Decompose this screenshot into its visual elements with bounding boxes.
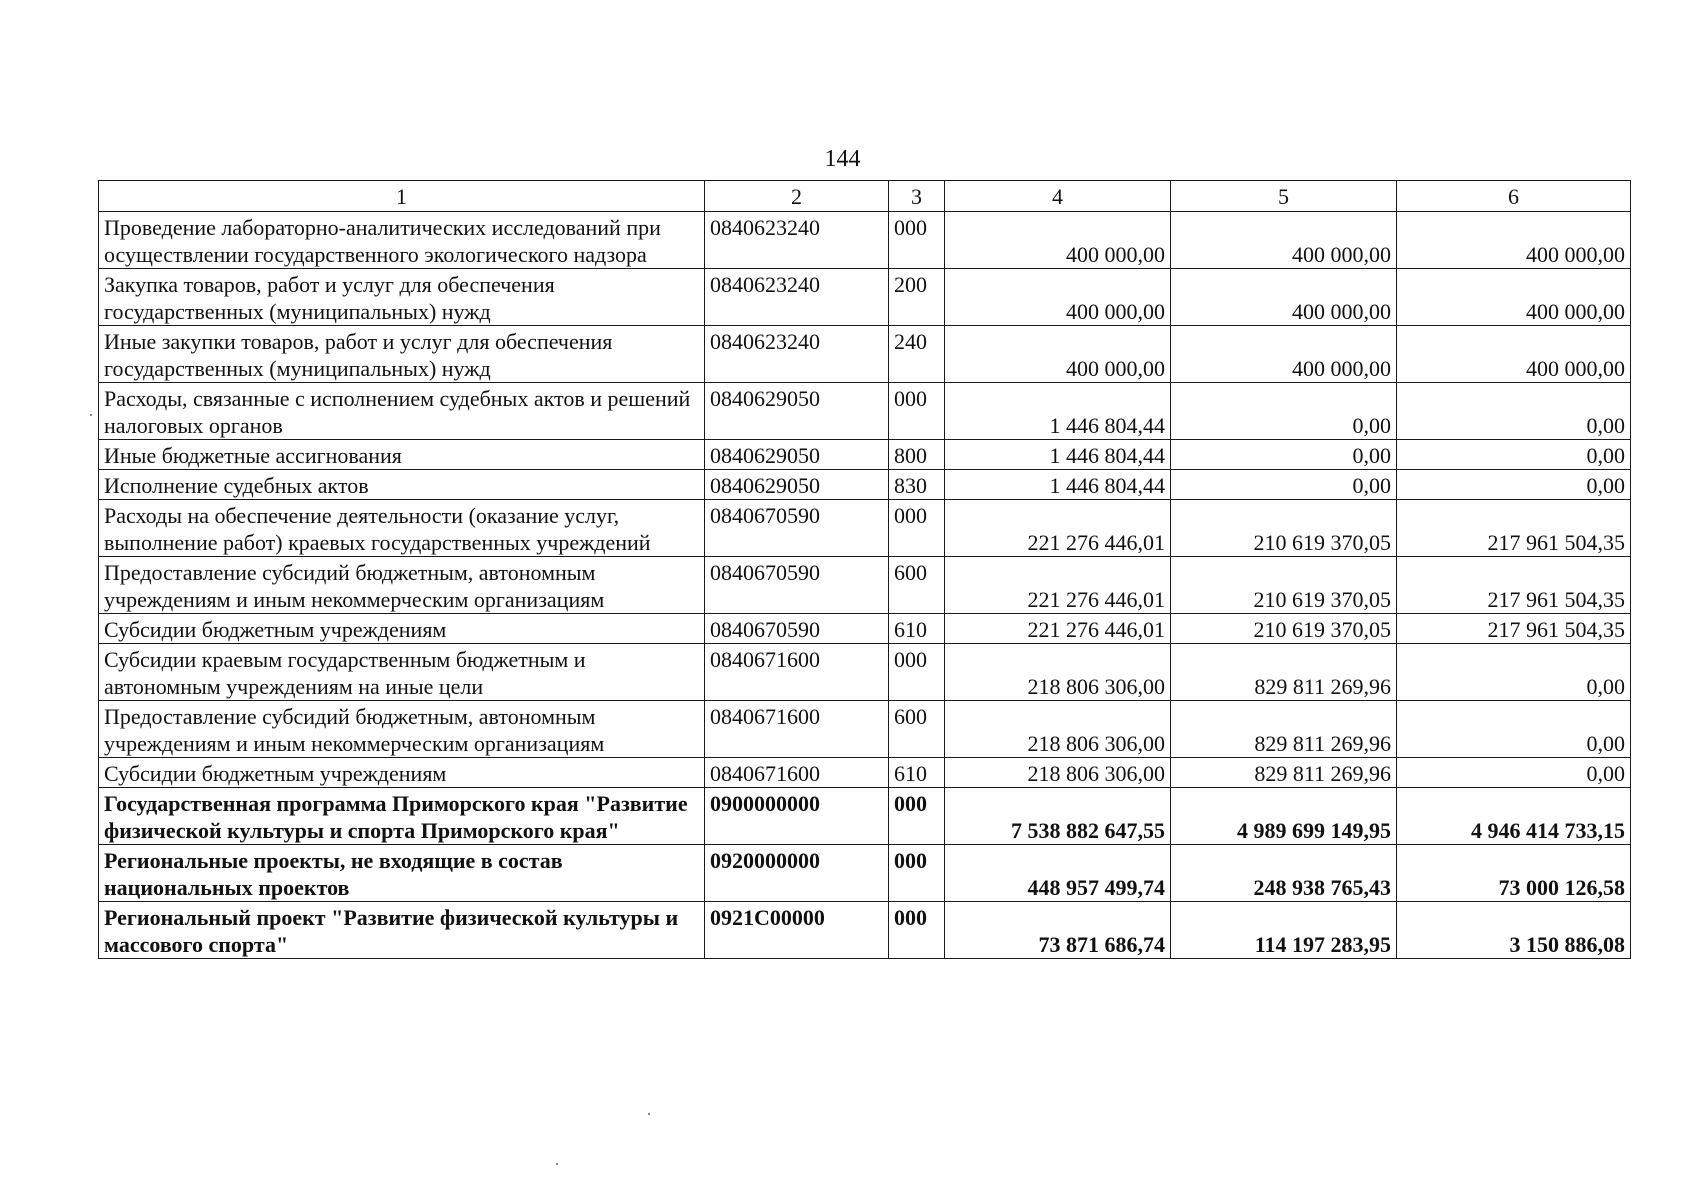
amount-col5: 210 619 370,05 xyxy=(1171,557,1397,614)
expense-type-code: 000 xyxy=(889,845,945,902)
row-name: Расходы, связанные с исполнением судебных актов и решений налоговых органов xyxy=(99,383,705,440)
amount-col5: 829 811 269,96 xyxy=(1171,644,1397,701)
table-row xyxy=(99,902,1631,959)
amount-col5: 210 619 370,05 xyxy=(1171,614,1397,644)
row-name: Субсидии краевым государственным бюджетным и автономным учреждениям на иные цели xyxy=(99,644,705,701)
expense-type-code: 000 xyxy=(889,212,945,269)
expense-type-code: 000 xyxy=(889,902,945,959)
table-row xyxy=(99,845,1631,902)
expense-type-code: 610 xyxy=(889,758,945,788)
amount-col4: 448 957 499,74 xyxy=(945,845,1171,902)
amount-col5: 0,00 xyxy=(1171,440,1397,470)
table-row xyxy=(99,701,1631,758)
target-article-code: 0921С00000 xyxy=(705,902,889,959)
amount-col4: 400 000,00 xyxy=(945,212,1171,269)
amount-col5: 400 000,00 xyxy=(1171,326,1397,383)
table-row xyxy=(99,758,1631,788)
row-name: Иные закупки товаров, работ и услуг для обеспечения государственных (муниципальных) нужд xyxy=(99,326,705,383)
target-article-code: 0840623240 xyxy=(705,269,889,326)
table-header-row xyxy=(99,181,1631,212)
expense-type-code: 600 xyxy=(889,557,945,614)
amount-col5: 114 197 283,95 xyxy=(1171,902,1397,959)
amount-col4: 221 276 446,01 xyxy=(945,557,1171,614)
table-row xyxy=(99,383,1631,440)
scan-speck xyxy=(648,1113,650,1115)
target-article-code: 0840629050 xyxy=(705,470,889,500)
table-row xyxy=(99,500,1631,557)
amount-col5: 829 811 269,96 xyxy=(1171,758,1397,788)
amount-col4: 73 871 686,74 xyxy=(945,902,1171,959)
scan-speck xyxy=(90,414,92,416)
target-article-code: 0840623240 xyxy=(705,326,889,383)
table-row xyxy=(99,326,1631,383)
table-row xyxy=(99,614,1631,644)
row-name: Субсидии бюджетным учреждениям xyxy=(99,758,705,788)
amount-col6: 0,00 xyxy=(1397,644,1631,701)
row-name: Иные бюджетные ассигнования xyxy=(99,440,705,470)
target-article-code: 0840629050 xyxy=(705,383,889,440)
table-row xyxy=(99,212,1631,269)
amount-col5: 0,00 xyxy=(1171,383,1397,440)
amount-col6: 400 000,00 xyxy=(1397,326,1631,383)
table-row xyxy=(99,788,1631,845)
amount-col6: 0,00 xyxy=(1397,383,1631,440)
table-row xyxy=(99,440,1631,470)
expense-type-code: 200 xyxy=(889,269,945,326)
row-name: Расходы на обеспечение деятельности (оказание услуг, выполнение работ) краевых государственных учреждений xyxy=(99,500,705,557)
amount-col4: 400 000,00 xyxy=(945,269,1171,326)
table-row xyxy=(99,269,1631,326)
expense-type-code: 000 xyxy=(889,644,945,701)
expense-type-code: 610 xyxy=(889,614,945,644)
amount-col4: 7 538 882 647,55 xyxy=(945,788,1171,845)
target-article-code: 0840671600 xyxy=(705,701,889,758)
row-name: Предоставление субсидий бюджетным, автономным учреждениям и иным некоммерческим организациям xyxy=(99,557,705,614)
target-article-code: 0840671600 xyxy=(705,644,889,701)
amount-col4: 1 446 804,44 xyxy=(945,383,1171,440)
amount-col4: 218 806 306,00 xyxy=(945,644,1171,701)
row-name: Закупка товаров, работ и услуг для обеспечения государственных (муниципальных) нужд xyxy=(99,269,705,326)
expense-type-code: 000 xyxy=(889,383,945,440)
target-article-code: 0840670590 xyxy=(705,557,889,614)
column-header-2: 2 xyxy=(705,181,889,212)
amount-col6: 0,00 xyxy=(1397,701,1631,758)
expense-type-code: 600 xyxy=(889,701,945,758)
amount-col4: 221 276 446,01 xyxy=(945,500,1171,557)
amount-col6: 217 961 504,35 xyxy=(1397,500,1631,557)
target-article-code: 0840670590 xyxy=(705,500,889,557)
budget-table xyxy=(98,180,1631,959)
row-name: Исполнение судебных актов xyxy=(99,470,705,500)
amount-col4: 1 446 804,44 xyxy=(945,440,1171,470)
expense-type-code: 240 xyxy=(889,326,945,383)
target-article-code: 0840670590 xyxy=(705,614,889,644)
amount-col4: 1 446 804,44 xyxy=(945,470,1171,500)
amount-col6: 4 946 414 733,15 xyxy=(1397,788,1631,845)
amount-col6: 400 000,00 xyxy=(1397,212,1631,269)
amount-col5: 400 000,00 xyxy=(1171,212,1397,269)
amount-col5: 400 000,00 xyxy=(1171,269,1397,326)
table-row xyxy=(99,644,1631,701)
amount-col5: 210 619 370,05 xyxy=(1171,500,1397,557)
scan-speck xyxy=(556,1163,558,1165)
table-row xyxy=(99,470,1631,500)
column-header-5: 5 xyxy=(1171,181,1397,212)
target-article-code: 0840623240 xyxy=(705,212,889,269)
amount-col6: 400 000,00 xyxy=(1397,269,1631,326)
amount-col6: 0,00 xyxy=(1397,470,1631,500)
amount-col6: 73 000 126,58 xyxy=(1397,845,1631,902)
page-number: 144 xyxy=(824,146,861,172)
column-header-6: 6 xyxy=(1397,181,1631,212)
amount-col5: 829 811 269,96 xyxy=(1171,701,1397,758)
amount-col6: 217 961 504,35 xyxy=(1397,557,1631,614)
amount-col5: 4 989 699 149,95 xyxy=(1171,788,1397,845)
amount-col6: 217 961 504,35 xyxy=(1397,614,1631,644)
amount-col4: 400 000,00 xyxy=(945,326,1171,383)
row-name: Государственная программа Приморского края "Развитие физической культуры и спорта Приморского края" xyxy=(99,788,705,845)
row-name: Предоставление субсидий бюджетным, автономным учреждениям и иным некоммерческим организациям xyxy=(99,701,705,758)
column-header-4: 4 xyxy=(945,181,1171,212)
expense-type-code: 000 xyxy=(889,788,945,845)
amount-col5: 248 938 765,43 xyxy=(1171,845,1397,902)
column-header-1: 1 xyxy=(99,181,705,212)
expense-type-code: 000 xyxy=(889,500,945,557)
amount-col4: 218 806 306,00 xyxy=(945,701,1171,758)
row-name: Проведение лабораторно-аналитических исследований при осуществлении государственного экологического надзора xyxy=(99,212,705,269)
target-article-code: 0840629050 xyxy=(705,440,889,470)
row-name: Региональный проект "Развитие физической культуры и массового спорта" xyxy=(99,902,705,959)
amount-col5: 0,00 xyxy=(1171,470,1397,500)
target-article-code: 0900000000 xyxy=(705,788,889,845)
expense-type-code: 830 xyxy=(889,470,945,500)
table-row xyxy=(99,557,1631,614)
amount-col6: 0,00 xyxy=(1397,758,1631,788)
row-name: Субсидии бюджетным учреждениям xyxy=(99,614,705,644)
amount-col4: 218 806 306,00 xyxy=(945,758,1171,788)
amount-col6: 0,00 xyxy=(1397,440,1631,470)
amount-col4: 221 276 446,01 xyxy=(945,614,1171,644)
amount-col6: 3 150 886,08 xyxy=(1397,902,1631,959)
expense-type-code: 800 xyxy=(889,440,945,470)
target-article-code: 0920000000 xyxy=(705,845,889,902)
target-article-code: 0840671600 xyxy=(705,758,889,788)
row-name: Региональные проекты, не входящие в состав национальных проектов xyxy=(99,845,705,902)
column-header-3: 3 xyxy=(889,181,945,212)
